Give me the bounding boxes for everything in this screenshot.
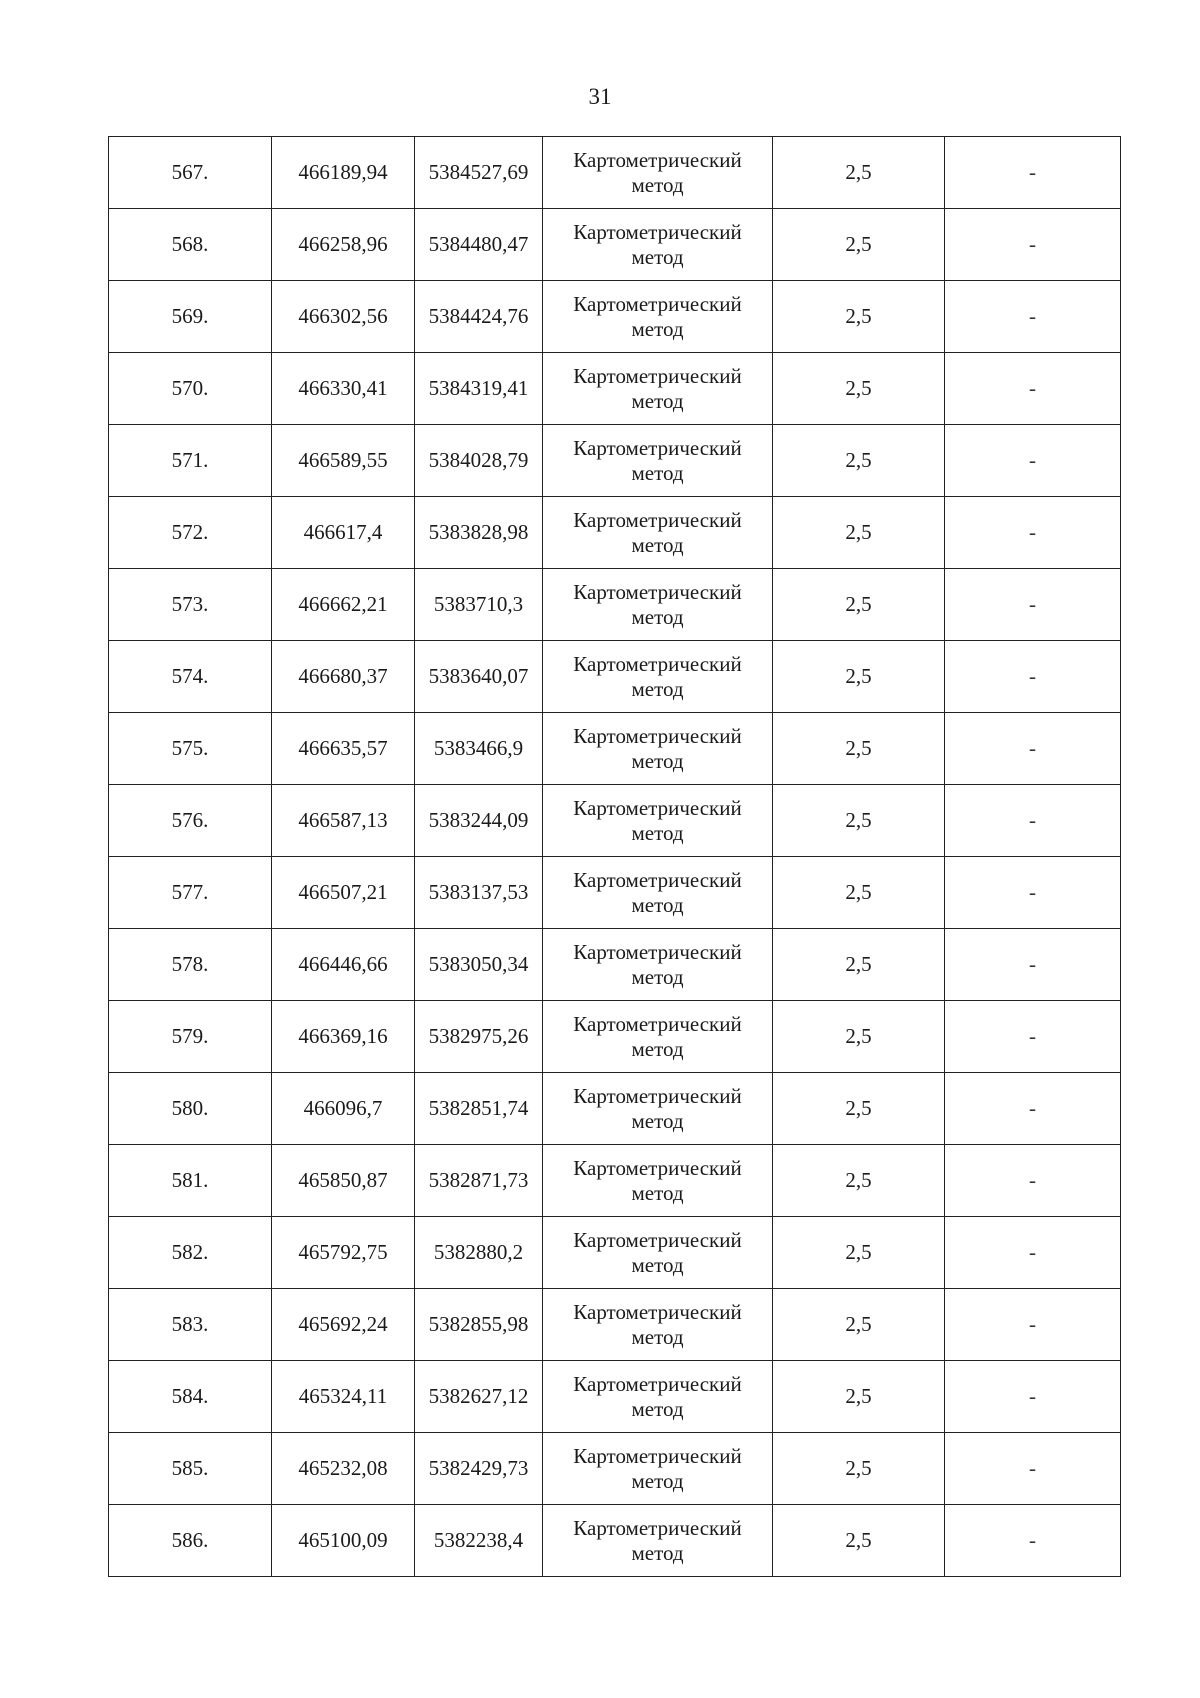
method-line-1: Картометрический (573, 507, 742, 532)
accuracy-cell: 2,5 (773, 425, 945, 497)
y-coordinate-cell: 5382238,4 (415, 1505, 543, 1577)
point-number-cell: 576. (109, 785, 272, 857)
accuracy-cell: 2,5 (773, 785, 945, 857)
table-row (109, 929, 1121, 1001)
point-number-cell: 567. (109, 137, 272, 209)
table-row (109, 857, 1121, 929)
method-line-1: Картометрический (573, 1443, 742, 1468)
accuracy-cell: 2,5 (773, 209, 945, 281)
method-line-1: Картометрический (573, 1299, 742, 1324)
method-line-2: метод (631, 172, 684, 197)
point-number-cell: 586. (109, 1505, 272, 1577)
method-cell (543, 1001, 773, 1073)
method-cell (543, 857, 773, 929)
dash-cell: - (945, 569, 1121, 641)
x-coordinate-cell: 466635,57 (272, 713, 415, 785)
y-coordinate-cell: 5384527,69 (415, 137, 543, 209)
accuracy-cell: 2,5 (773, 1289, 945, 1361)
table-body (109, 137, 1121, 1577)
y-coordinate-cell: 5383050,34 (415, 929, 543, 1001)
method-cell (543, 929, 773, 1001)
dash-cell: - (945, 137, 1121, 209)
method-cell (543, 713, 773, 785)
y-coordinate-cell: 5384319,41 (415, 353, 543, 425)
y-coordinate-cell: 5382975,26 (415, 1001, 543, 1073)
method-line-1: Картометрический (573, 651, 742, 676)
coordinates-table (108, 136, 1121, 1577)
y-coordinate-cell: 5383710,3 (415, 569, 543, 641)
point-number-cell: 575. (109, 713, 272, 785)
method-cell (543, 497, 773, 569)
method-line-2: метод (631, 532, 684, 557)
method-line-1: Картометрический (573, 363, 742, 388)
method-line-1: Картометрический (573, 579, 742, 604)
method-line-2: метод (631, 1540, 684, 1565)
method-line-2: метод (631, 1468, 684, 1493)
point-number-cell: 578. (109, 929, 272, 1001)
method-line-2: метод (631, 604, 684, 629)
table-row (109, 569, 1121, 641)
method-line-1: Картометрический (573, 723, 742, 748)
method-cell (543, 1505, 773, 1577)
dash-cell: - (945, 929, 1121, 1001)
method-line-2: метод (631, 1396, 684, 1421)
table-row (109, 353, 1121, 425)
y-coordinate-cell: 5382851,74 (415, 1073, 543, 1145)
accuracy-cell: 2,5 (773, 713, 945, 785)
dash-cell: - (945, 1217, 1121, 1289)
x-coordinate-cell: 466258,96 (272, 209, 415, 281)
accuracy-cell: 2,5 (773, 1361, 945, 1433)
y-coordinate-cell: 5384480,47 (415, 209, 543, 281)
x-coordinate-cell: 465692,24 (272, 1289, 415, 1361)
method-line-1: Картометрический (573, 1155, 742, 1180)
method-line-2: метод (631, 676, 684, 701)
dash-cell: - (945, 209, 1121, 281)
method-cell (543, 1289, 773, 1361)
x-coordinate-cell: 466096,7 (272, 1073, 415, 1145)
y-coordinate-cell: 5383640,07 (415, 641, 543, 713)
dash-cell: - (945, 1361, 1121, 1433)
x-coordinate-cell: 466302,56 (272, 281, 415, 353)
method-cell (543, 1073, 773, 1145)
method-line-2: метод (631, 460, 684, 485)
table-row (109, 209, 1121, 281)
dash-cell: - (945, 281, 1121, 353)
table-row (109, 1361, 1121, 1433)
method-line-1: Картометрический (573, 435, 742, 460)
method-line-1: Картометрический (573, 795, 742, 820)
x-coordinate-cell: 466589,55 (272, 425, 415, 497)
method-line-2: метод (631, 748, 684, 773)
point-number-cell: 568. (109, 209, 272, 281)
accuracy-cell: 2,5 (773, 569, 945, 641)
x-coordinate-cell: 466330,41 (272, 353, 415, 425)
dash-cell: - (945, 425, 1121, 497)
page-number: 31 (588, 84, 612, 109)
table-row (109, 1505, 1121, 1577)
y-coordinate-cell: 5384424,76 (415, 281, 543, 353)
table-row (109, 1289, 1121, 1361)
accuracy-cell: 2,5 (773, 137, 945, 209)
method-line-2: метод (631, 1324, 684, 1349)
dash-cell: - (945, 785, 1121, 857)
method-cell (543, 1217, 773, 1289)
method-line-1: Картометрический (573, 219, 742, 244)
method-line-1: Картометрический (573, 1227, 742, 1252)
y-coordinate-cell: 5382429,73 (415, 1433, 543, 1505)
table-row (109, 281, 1121, 353)
table-row (109, 1433, 1121, 1505)
accuracy-cell: 2,5 (773, 281, 945, 353)
y-coordinate-cell: 5383244,09 (415, 785, 543, 857)
dash-cell: - (945, 1505, 1121, 1577)
x-coordinate-cell: 465232,08 (272, 1433, 415, 1505)
x-coordinate-cell: 466369,16 (272, 1001, 415, 1073)
method-cell (543, 1145, 773, 1217)
y-coordinate-cell: 5382627,12 (415, 1361, 543, 1433)
point-number-cell: 583. (109, 1289, 272, 1361)
point-number-cell: 571. (109, 425, 272, 497)
accuracy-cell: 2,5 (773, 1001, 945, 1073)
table-row (109, 497, 1121, 569)
method-line-2: метод (631, 1180, 684, 1205)
table-row (109, 713, 1121, 785)
method-cell (543, 425, 773, 497)
method-line-2: метод (631, 1036, 684, 1061)
method-cell (543, 1361, 773, 1433)
accuracy-cell: 2,5 (773, 641, 945, 713)
method-cell (543, 641, 773, 713)
method-line-1: Картометрический (573, 1515, 742, 1540)
accuracy-cell: 2,5 (773, 857, 945, 929)
table-row (109, 425, 1121, 497)
table-row (109, 137, 1121, 209)
method-line-2: метод (631, 316, 684, 341)
method-cell (543, 137, 773, 209)
method-line-2: метод (631, 820, 684, 845)
point-number-cell: 572. (109, 497, 272, 569)
y-coordinate-cell: 5382880,2 (415, 1217, 543, 1289)
x-coordinate-cell: 466189,94 (272, 137, 415, 209)
dash-cell: - (945, 1073, 1121, 1145)
point-number-cell: 573. (109, 569, 272, 641)
y-coordinate-cell: 5383828,98 (415, 497, 543, 569)
point-number-cell: 581. (109, 1145, 272, 1217)
dash-cell: - (945, 1001, 1121, 1073)
method-line-2: метод (631, 1252, 684, 1277)
method-line-2: метод (631, 1108, 684, 1133)
method-line-1: Картометрический (573, 291, 742, 316)
method-line-1: Картометрический (573, 939, 742, 964)
point-number-cell: 580. (109, 1073, 272, 1145)
point-number-cell: 577. (109, 857, 272, 929)
x-coordinate-cell: 466617,4 (272, 497, 415, 569)
method-line-1: Картометрический (573, 867, 742, 892)
accuracy-cell: 2,5 (773, 929, 945, 1001)
method-line-1: Картометрический (573, 1371, 742, 1396)
method-line-1: Картометрический (573, 147, 742, 172)
x-coordinate-cell: 465100,09 (272, 1505, 415, 1577)
accuracy-cell: 2,5 (773, 1217, 945, 1289)
y-coordinate-cell: 5382855,98 (415, 1289, 543, 1361)
method-line-2: метод (631, 388, 684, 413)
dash-cell: - (945, 497, 1121, 569)
accuracy-cell: 2,5 (773, 1433, 945, 1505)
method-line-2: метод (631, 964, 684, 989)
point-number-cell: 585. (109, 1433, 272, 1505)
y-coordinate-cell: 5384028,79 (415, 425, 543, 497)
dash-cell: - (945, 1433, 1121, 1505)
method-cell (543, 1433, 773, 1505)
y-coordinate-cell: 5383137,53 (415, 857, 543, 929)
table-row (109, 1217, 1121, 1289)
dash-cell: - (945, 641, 1121, 713)
point-number-cell: 584. (109, 1361, 272, 1433)
point-number-cell: 569. (109, 281, 272, 353)
table-row (109, 1073, 1121, 1145)
method-line-2: метод (631, 892, 684, 917)
table-row (109, 785, 1121, 857)
x-coordinate-cell: 466587,13 (272, 785, 415, 857)
dash-cell: - (945, 1289, 1121, 1361)
method-cell (543, 569, 773, 641)
dash-cell: - (945, 857, 1121, 929)
method-line-1: Картометрический (573, 1083, 742, 1108)
point-number-cell: 582. (109, 1217, 272, 1289)
method-cell (543, 209, 773, 281)
x-coordinate-cell: 466662,21 (272, 569, 415, 641)
x-coordinate-cell: 465324,11 (272, 1361, 415, 1433)
accuracy-cell: 2,5 (773, 497, 945, 569)
dash-cell: - (945, 353, 1121, 425)
table-row (109, 641, 1121, 713)
table-row (109, 1001, 1121, 1073)
x-coordinate-cell: 466680,37 (272, 641, 415, 713)
x-coordinate-cell: 465792,75 (272, 1217, 415, 1289)
table-row (109, 1145, 1121, 1217)
method-cell (543, 353, 773, 425)
accuracy-cell: 2,5 (773, 1073, 945, 1145)
dash-cell: - (945, 1145, 1121, 1217)
x-coordinate-cell: 466507,21 (272, 857, 415, 929)
x-coordinate-cell: 466446,66 (272, 929, 415, 1001)
point-number-cell: 579. (109, 1001, 272, 1073)
method-cell (543, 281, 773, 353)
accuracy-cell: 2,5 (773, 1145, 945, 1217)
y-coordinate-cell: 5382871,73 (415, 1145, 543, 1217)
point-number-cell: 574. (109, 641, 272, 713)
point-number-cell: 570. (109, 353, 272, 425)
method-cell (543, 785, 773, 857)
dash-cell: - (945, 713, 1121, 785)
y-coordinate-cell: 5383466,9 (415, 713, 543, 785)
accuracy-cell: 2,5 (773, 353, 945, 425)
accuracy-cell: 2,5 (773, 1505, 945, 1577)
method-line-1: Картометрический (573, 1011, 742, 1036)
x-coordinate-cell: 465850,87 (272, 1145, 415, 1217)
method-line-2: метод (631, 244, 684, 269)
